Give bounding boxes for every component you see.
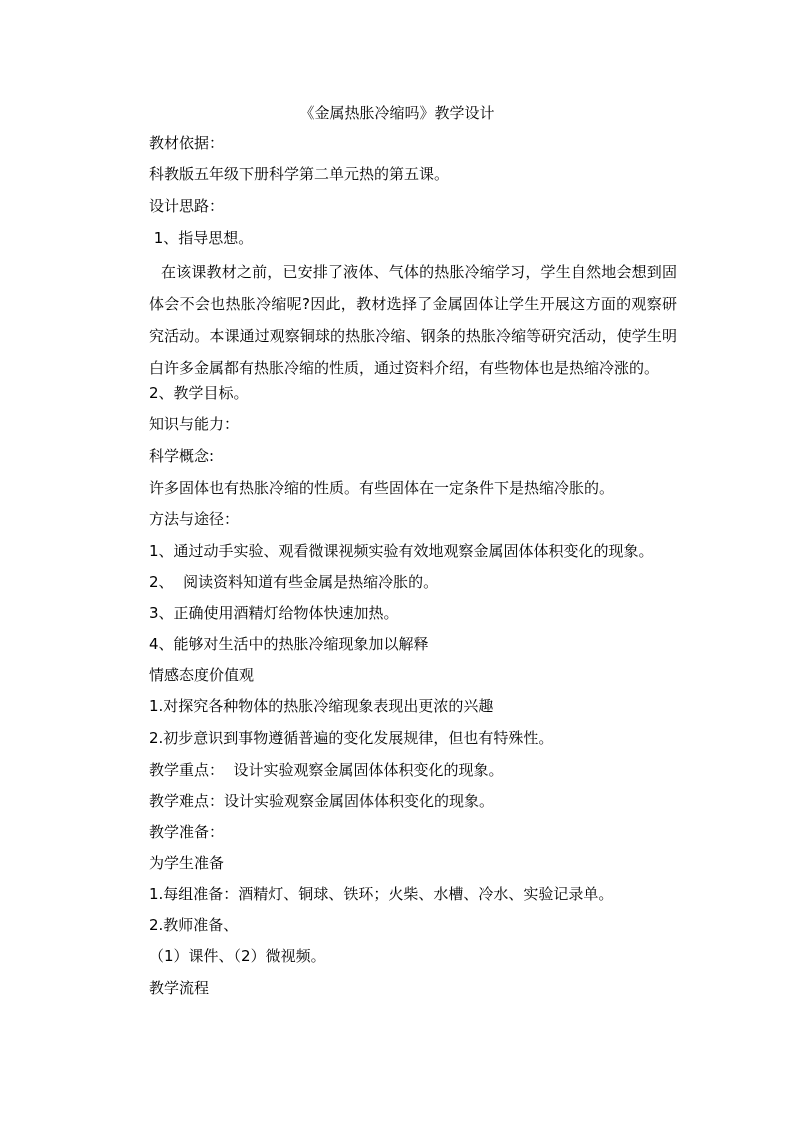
teaching-goals-heading: 2、教学目标。: [149, 384, 249, 402]
knowledge-ability-label: 知识与能力：: [149, 415, 240, 433]
science-concept-text: 许多固体也有热胀冷缩的性质。有些固体在一定条件下是热缩冷胀的。: [149, 479, 615, 497]
difficult-point: 教学难点：设计实验观察金属固体体积变化的现象。: [149, 792, 495, 810]
student-prep-label: 为学生准备: [149, 854, 225, 872]
guiding-thought-heading: 1、指导思想。: [149, 229, 254, 247]
key-point: 教学重点： 设计实验观察金属固体体积变化的现象。: [149, 761, 504, 779]
teacher-prep-text: （1）课件、（2）微视频。: [149, 947, 326, 965]
method-item: 2、 阅读资料知道有些金属是热缩冷胀的。: [149, 573, 439, 591]
student-prep-text: 1.每组准备：酒精灯、铜球、铁环；火柴、水槽、冷水、实验记录单。: [149, 885, 614, 903]
method-item: 4、能够对生活中的热胀冷缩现象加以解释: [149, 635, 429, 653]
teacher-prep-label: 2.教师准备、: [149, 916, 239, 934]
attitude-item: 1.对探究各种物体的热胀冷缩现象表现出更浓的兴趣: [149, 697, 494, 715]
methods-label: 方法与途径：: [149, 510, 240, 528]
method-item: 1、通过动手实验、观看微课视频实验有效地观察金属固体体积变化的现象。: [149, 542, 654, 560]
attitude-item: 2.初步意识到事物遵循普遍的变化发展规律，但也有特殊性。: [149, 729, 554, 747]
method-item: 3、正确使用酒精灯给物体快速加热。: [149, 604, 399, 622]
textbook-basis-label: 教材依据：: [149, 134, 225, 152]
process-label: 教学流程: [149, 979, 210, 997]
document-title: 《金属热胀冷缩吗》教学设计: [299, 104, 495, 122]
science-concept-label: 科学概念:: [149, 447, 215, 465]
attitude-label: 情感态度价值观: [149, 666, 255, 684]
preparation-label: 教学准备：: [149, 823, 225, 841]
textbook-basis-text: 科教版五年级下册科学第二单元热的第五课。: [149, 165, 450, 183]
design-idea-label: 设计思路：: [149, 197, 225, 215]
guiding-thought-paragraph: 在该课教材之前，已安排了液体、气体的热胀冷缩学习，学生自然地会想到固体会不会也热胀冷缩呢?因此，教材选择了金属固体让学生开展这方面的观察研究活动。本课通过观察铜球的热胀冷缩、钢条的热胀冷缩等研究活动，使学生明白许多金属都有热胀冷缩的性质，通过资料介绍，有些物体也是热缩冷涨的。: [149, 263, 677, 377]
